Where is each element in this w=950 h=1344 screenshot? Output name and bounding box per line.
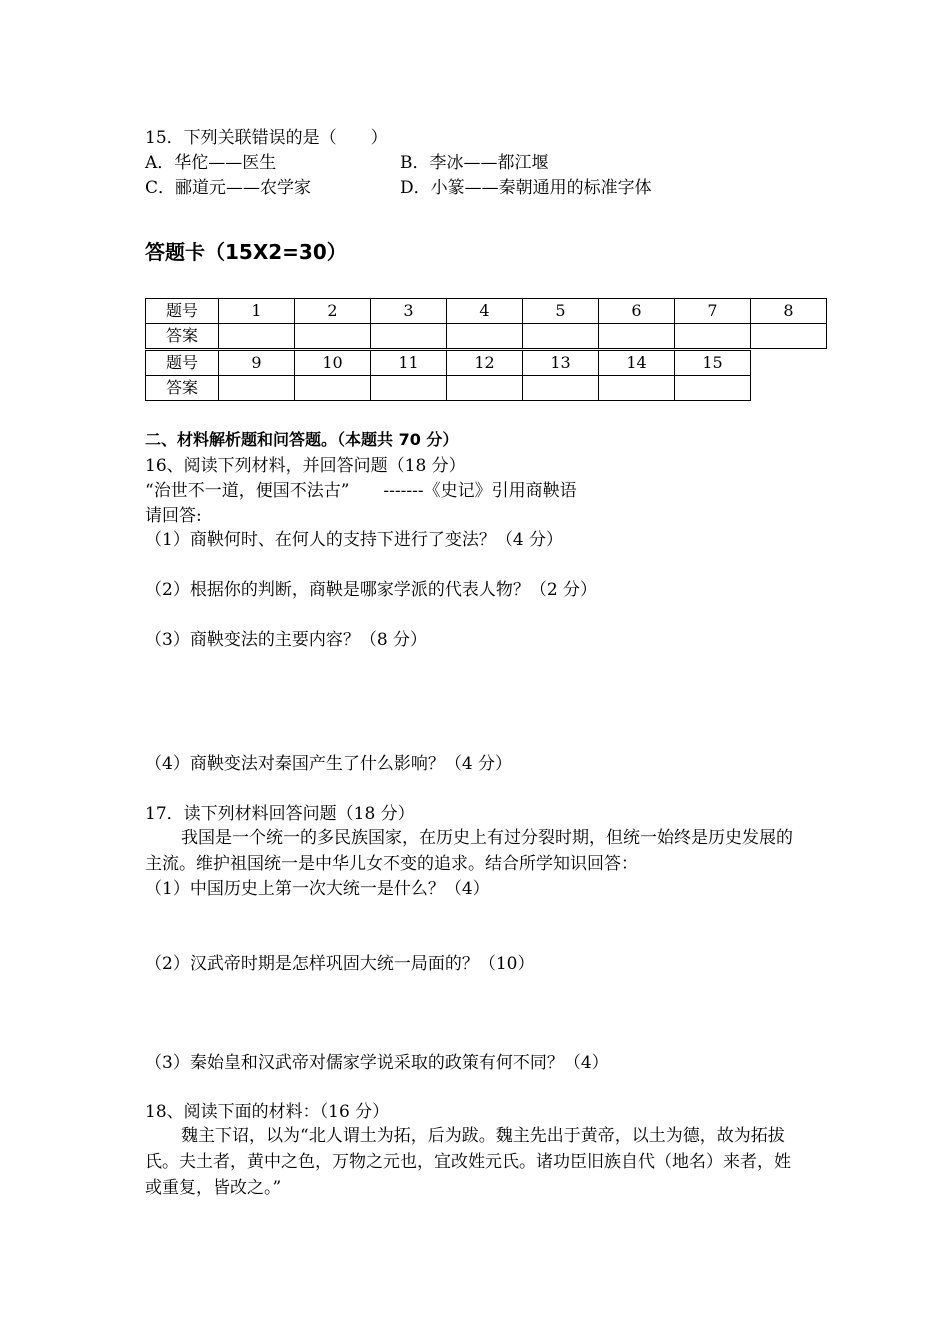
question-number: 3 bbox=[371, 299, 447, 324]
row-label: 题号 bbox=[146, 299, 219, 324]
answer-cell[interactable] bbox=[295, 376, 371, 401]
answer-cell[interactable] bbox=[599, 324, 675, 349]
question-number: 12 bbox=[447, 351, 523, 376]
q17-sub3: （3）秦始皇和汉武帝对儒家学说采取的政策有何不同？（4） bbox=[145, 1053, 609, 1073]
q18-material: 魏主下诏，以为“北人谓土为拓，后为跋。魏主先出于黄帝，以土为德，故为拓拔氏。夫土者，黄中之色，万物之元也，宜改姓元氏。诸功臣旧族自代（地名）来者，姓或重复，皆改之。” bbox=[145, 1126, 791, 1198]
answer-cell[interactable] bbox=[751, 324, 827, 349]
q15-option-d: D．小篆——秦朝通用的标准字体 bbox=[400, 178, 652, 198]
question-number: 1 bbox=[219, 299, 295, 324]
answer-card-title: 答题卡（15X2=30） bbox=[145, 240, 347, 264]
question-number: 11 bbox=[371, 351, 447, 376]
question-number: 7 bbox=[675, 299, 751, 324]
q15-option-b: B．李冰——都江堰 bbox=[400, 153, 549, 173]
answer-cell[interactable] bbox=[523, 324, 599, 349]
answer-card-table-top bbox=[145, 298, 827, 349]
answer-cell[interactable] bbox=[295, 324, 371, 349]
answer-cell[interactable] bbox=[371, 376, 447, 401]
answer-cell[interactable] bbox=[447, 324, 523, 349]
table-row bbox=[146, 324, 827, 349]
question-number: 14 bbox=[599, 351, 675, 376]
question-number: 4 bbox=[447, 299, 523, 324]
answer-cell[interactable] bbox=[371, 324, 447, 349]
question-number: 15 bbox=[675, 351, 751, 376]
answer-cell[interactable] bbox=[675, 324, 751, 349]
q16-sub4: （4）商鞅变法对秦国产生了什么影响？（4 分） bbox=[145, 754, 513, 774]
answer-cell[interactable] bbox=[219, 324, 295, 349]
answer-cell[interactable] bbox=[599, 376, 675, 401]
question-number: 8 bbox=[751, 299, 827, 324]
question-number: 10 bbox=[295, 351, 371, 376]
q18-stem: 18、阅读下面的材料：（16 分） bbox=[145, 1102, 390, 1122]
q17-material: 我国是一个统一的多民族国家，在历史上有过分裂时期，但统一始终是历史发展的主流。维护祖国统一是中华儿女不变的追求。结合所学知识回答： bbox=[145, 828, 793, 874]
q17-sub1: （1）中国历史上第一次大统一是什么？（4） bbox=[145, 879, 490, 899]
question-number: 9 bbox=[219, 351, 295, 376]
row-label: 答案 bbox=[146, 376, 219, 401]
q16-sub2: （2）根据你的判断，商鞅是哪家学派的代表人物？（2 分） bbox=[145, 580, 598, 600]
question-number: 6 bbox=[599, 299, 675, 324]
q16-sub1: （1）商鞅何时、在何人的支持下进行了变法？（4 分） bbox=[145, 530, 564, 550]
q17-stem: 17．读下列材料回答问题（18 分） bbox=[145, 804, 415, 824]
table-row bbox=[146, 376, 751, 401]
answer-cell[interactable] bbox=[219, 376, 295, 401]
table-row bbox=[146, 299, 827, 324]
q16-quote: “治世不一道，便国不法古” -------《史记》引用商鞅语 bbox=[145, 481, 577, 501]
row-label: 答案 bbox=[146, 324, 219, 349]
q16-stem: 16、阅读下列材料，并回答问题（18 分） bbox=[145, 456, 466, 476]
row-label: 题号 bbox=[146, 351, 219, 376]
answer-cell[interactable] bbox=[675, 376, 751, 401]
q15-stem: 15．下列关联错误的是（ ） bbox=[145, 128, 388, 148]
q17-sub2: （2）汉武帝时期是怎样巩固大统一局面的？（10） bbox=[145, 954, 535, 974]
table-row bbox=[146, 351, 751, 376]
answer-card-table-bottom bbox=[145, 350, 751, 401]
q16-prompt: 请回答: bbox=[145, 506, 202, 526]
section-2-title: 二、材料解析题和问答题。（本题共 70 分） bbox=[145, 430, 459, 449]
q16-sub3: （3）商鞅变法的主要内容？（8 分） bbox=[145, 630, 428, 650]
question-number: 13 bbox=[523, 351, 599, 376]
answer-cell[interactable] bbox=[523, 376, 599, 401]
q15-option-a: A．华佗——医生 bbox=[145, 153, 277, 173]
answer-cell[interactable] bbox=[447, 376, 523, 401]
q15-option-c: C．郦道元——农学家 bbox=[145, 178, 312, 198]
question-number: 5 bbox=[523, 299, 599, 324]
question-number: 2 bbox=[295, 299, 371, 324]
